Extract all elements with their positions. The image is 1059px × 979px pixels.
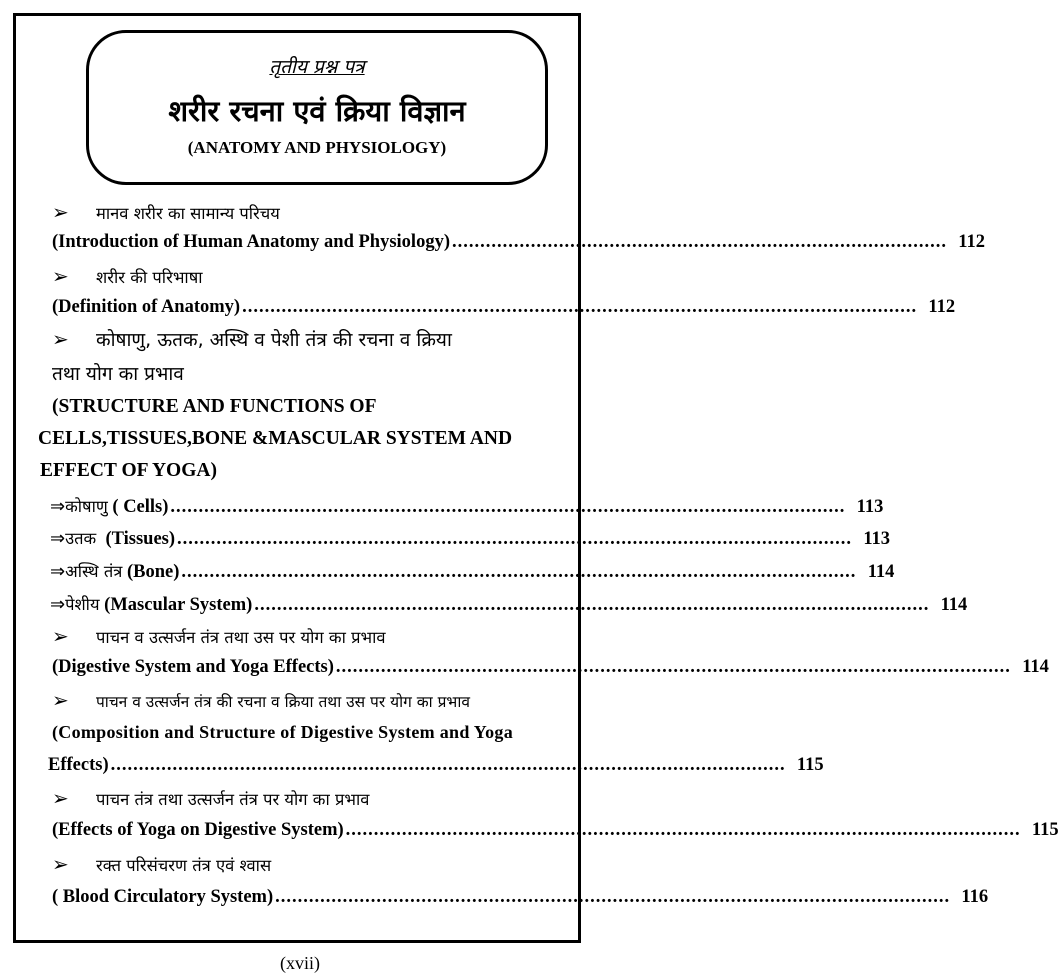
entry-hindi-heading: ➢ पाचन व उत्सर्जन तंत्र की रचना व क्रिया तथा उस पर योग का प्रभाव — [52, 688, 470, 712]
entry-hindi-heading: ➢ शरीर की परिभाषा — [52, 264, 203, 288]
page-number: 113 — [863, 529, 891, 549]
title-box — [86, 30, 548, 185]
footer-page-number: (xvii) — [280, 953, 320, 973]
page-number: 113 — [856, 497, 884, 517]
entry-english-title: (Composition and Structure of Digestive System and Yoga — [52, 722, 514, 742]
arrow-icon: ➢ — [52, 327, 69, 351]
entry-hindi-heading: ➢ पाचन व उत्सर्जन तंत्र तथा उस पर योग का प्रभाव — [52, 624, 386, 648]
arrow-icon: ➢ — [52, 264, 69, 288]
page-number: 114 — [940, 595, 968, 615]
toc-sub-entry[interactable]: ⇒ अस्थि तंत्र (Bone) ........................................................................................................................ 114 — [50, 561, 895, 582]
title-hindi: शरीर रचना एवं क्रिया विज्ञान — [168, 94, 466, 128]
toc-entry[interactable]: (Effects of Yoga on Digestive System) ........................................................................................................................ 115 — [52, 820, 1059, 840]
toc-sub-entry[interactable]: ⇒ उतक (Tissues) ........................................................................................................................ 113 — [50, 528, 891, 549]
section-hindi-heading-cont: तथा योग का प्रभाव — [52, 363, 184, 385]
entry-hindi-heading: ➢ पाचन तंत्र तथा उत्सर्जन तंत्र पर योग का प्रभाव — [52, 786, 370, 810]
section-english-heading: (STRUCTURE AND FUNCTIONS OF — [52, 396, 377, 417]
entry-hindi-heading: ➢ रक्त परिसंचरण तंत्र एवं श्वास — [52, 852, 272, 876]
page-number: 114 — [867, 562, 895, 582]
implies-arrow-icon: ⇒ — [50, 594, 66, 615]
section-english-heading: CELLS,TISSUES,BONE &MASCULAR SYSTEM AND — [38, 428, 513, 449]
arrow-icon: ➢ — [52, 688, 69, 712]
toc-entry[interactable]: (Definition of Anatomy) ........................................................................................................................ 112 — [52, 297, 956, 317]
toc-entry[interactable]: (Digestive System and Yoga Effects) ........................................................................................................................ 114 — [52, 657, 1049, 677]
toc-entry[interactable]: Effects) ........................................................................................................................ 115 — [48, 755, 824, 775]
arrow-icon: ➢ — [52, 852, 69, 876]
implies-arrow-icon: ⇒ — [50, 561, 66, 582]
paper-label: तृतीय प्रश्न पत्र — [269, 56, 365, 78]
page-number: 112 — [928, 297, 956, 317]
section-hindi-heading: ➢ कोषाणु, ऊतक, अस्थि व पेशी तंत्र की रचना व क्रिया — [52, 327, 452, 351]
page-number: 115 — [1031, 820, 1059, 840]
arrow-icon: ➢ — [52, 200, 69, 224]
page-number: 116 — [961, 887, 989, 907]
implies-arrow-icon: ⇒ — [50, 528, 66, 549]
implies-arrow-icon: ⇒ — [50, 496, 66, 517]
arrow-icon: ➢ — [52, 786, 69, 810]
page-number: 114 — [1022, 657, 1049, 677]
toc-sub-entry[interactable]: ⇒ कोषाणु ( Cells) ........................................................................................................................ 113 — [50, 496, 884, 517]
title-english: (ANATOMY AND PHYSIOLOGY) — [187, 138, 447, 157]
toc-entry[interactable]: (Introduction of Human Anatomy and Physiology) ........................................................................................ 112 — [52, 232, 985, 252]
entry-hindi-heading: ➢ मानव शरीर का सामान्य परिचय — [52, 200, 280, 224]
toc-sub-entry[interactable]: ⇒ पेशीय (Mascular System) ........................................................................................................................ 114 — [50, 594, 968, 615]
arrow-icon: ➢ — [52, 624, 69, 648]
page-number: 112 — [958, 232, 985, 252]
section-english-heading: EFFECT OF YOGA) — [40, 460, 217, 481]
toc-entry[interactable]: ( Blood Circulatory System) ........................................................................................................................ 116 — [52, 887, 989, 907]
page-number: 115 — [796, 755, 824, 775]
